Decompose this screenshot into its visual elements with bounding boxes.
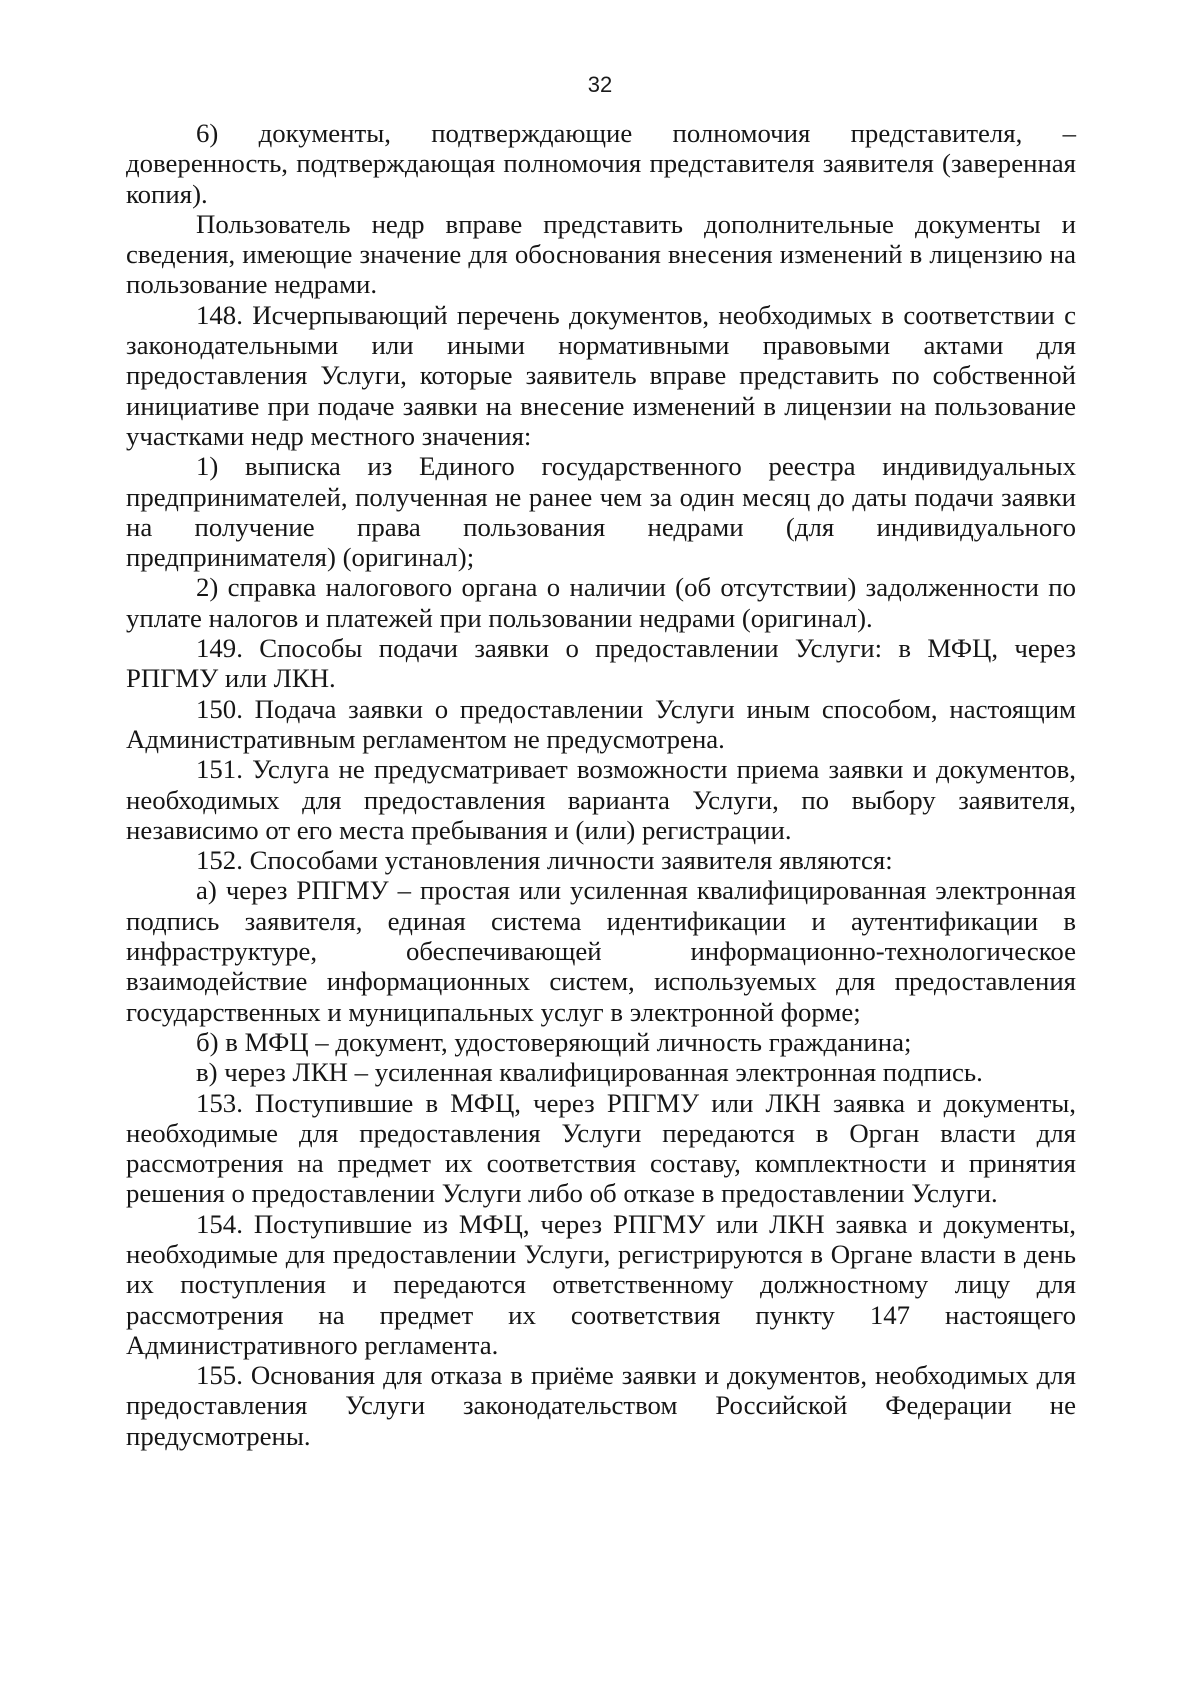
paragraph-149: 149. Способы подачи заявки о предоставлении Услуги: в МФЦ, через РПГМУ или ЛКН.	[126, 633, 1076, 694]
paragraph-148-item-2: 2) справка налогового органа о наличии (об отсутствии) задолженности по уплате налогов и платежей при пользовании недрами (оригинал).	[126, 572, 1076, 633]
paragraph-additional-docs: Пользователь недр вправе представить дополнительные документы и сведения, имеющие значение для обоснования внесения изменений в лицензию на пользование недрами.	[126, 208, 1076, 300]
paragraph-151: 151. Услуга не предусматривает возможности приема заявки и документов, необходимых для предоставления варианта Услуги, по выбору заявителя, независимо от его места пребывания и (или) регистрации.	[126, 754, 1076, 845]
document-body	[126, 118, 1076, 1451]
paragraph-148-item-1: 1) выписка из Единого государственного реестра индивидуальных предпринимателей, полученная не ранее чем за один месяц до даты подачи заявки на получение права пользования недрами (для индивидуального предпринимателя) (оригинал);	[126, 451, 1076, 573]
paragraph-6-representative-docs: 6) документы, подтверждающие полномочия представителя, – доверенность, подтверждающая полномочия представителя заявителя (заверенная копия).	[126, 118, 1076, 209]
paragraph-155: 155. Основания для отказа в приёме заявки и документов, необходимых для предоставления Услуги законодательством Российской Федерации не предусмотрены.	[126, 1360, 1076, 1451]
paragraph-154: 154. Поступившие из МФЦ, через РПГМУ или ЛКН заявка и документы, необходимые для предоставлении Услуги, регистрируются в Органе власти в день их поступления и передаются ответственному должностному лицу для рассмотрения на предмет их соответствия пункту 147 настоящего Административного регламента.	[126, 1208, 1076, 1360]
paragraph-152-item-a: а) через РПГМУ – простая или усиленная квалифицированная электронная подпись заявителя, единая система идентификации и аутентификации в инфраструктуре, обеспечивающей информационно-технологическое взаимодействие информационных систем, используемых для предоставления государственных и муниципальных услуг в электронной форме;	[126, 875, 1076, 1027]
paragraph-152-item-v: в) через ЛКН – усиленная квалифицированная электронная подпись.	[196, 1057, 983, 1088]
paragraph-148: 148. Исчерпывающий перечень документов, необходимых в соответствии с законодательными или иными нормативными правовыми актами для предоставления Услуги, которые заявитель вправе представить по собственной инициативе при подаче заявки на внесение изменений в лицензии на пользование участками недр местного значения:	[126, 299, 1076, 451]
paragraph-150: 150. Подача заявки о предоставлении Услуги иным способом, настоящим Административным регламентом не предусмотрена.	[126, 693, 1076, 754]
paragraph-152-item-b: б) в МФЦ – документ, удостоверяющий личность гражданина;	[196, 1026, 912, 1057]
paragraph-152: 152. Способами установления личности заявителя являются:	[196, 845, 893, 876]
paragraph-153: 153. Поступившие в МФЦ, через РПГМУ или ЛКН заявка и документы, необходимые для предоставления Услуги передаются в Орган власти для рассмотрения на предмет их соответствия составу, комплектности и принятия решения о предоставлении Услуги либо об отказе в предоставлении Услуги.	[126, 1087, 1076, 1209]
page-number: 32	[587, 72, 613, 97]
